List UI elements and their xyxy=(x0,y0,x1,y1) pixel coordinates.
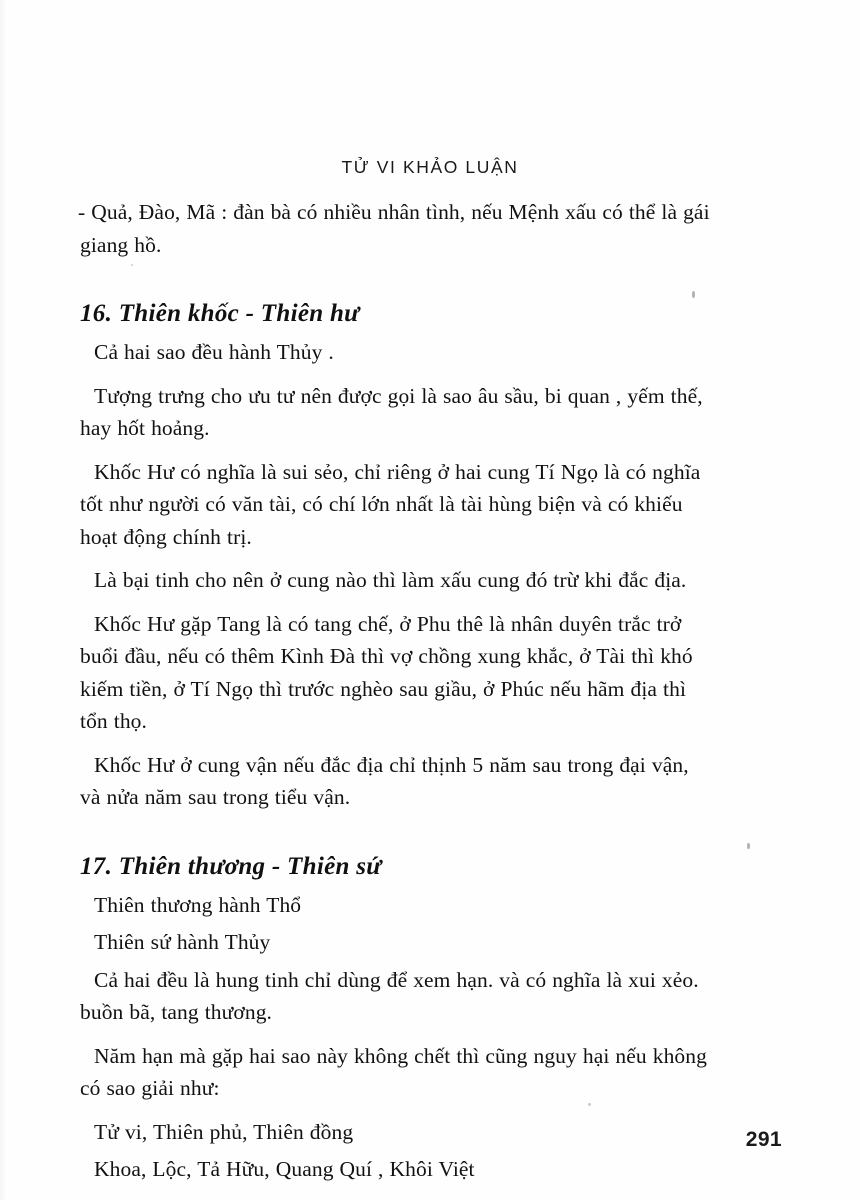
paragraph: Khoa, Lộc, Tả Hữu, Quang Quí , Khôi Việt xyxy=(94,1157,475,1181)
paragraph: Tượng trưng cho ưu tư nên được gọi là sao âu sầu, bi quan , yếm thế, hay hốt hoảng. xyxy=(80,383,703,440)
paragraph: Năm hạn mà gặp hai sao này không chết thì cũng nguy hại nếu không có sao giải như: xyxy=(80,1043,707,1100)
scan-speck xyxy=(692,291,695,298)
spacer xyxy=(80,814,712,850)
spacer xyxy=(80,369,712,380)
spacer xyxy=(80,261,712,297)
section-heading-17: 17. Thiên thương - Thiên sứ xyxy=(80,852,382,880)
page-edge-shading xyxy=(0,0,7,1200)
spacer xyxy=(80,1105,712,1116)
running-head: TỬ VI KHẢO LUẬN xyxy=(341,157,519,177)
scan-speck xyxy=(747,843,750,849)
paragraph: Khốc Hư gặp Tang là có tang chế, ở Phu thê là nhân duyên trắc trở buổi đầu, nếu có thêm Kình Đà thì vợ chồng xung khắc, ở Tài thì khó kiếm tiền, ở Tí Ngọ thì trước nghèo sau giầu, ở Phúc nếu hãm địa thì tổn thọ. xyxy=(80,611,693,733)
opening-paragraph: - Quả, Đào, Mã : đàn bà có nhiều nhân tình, nếu Mệnh xấu có thể là gái giang hồ. xyxy=(78,200,710,257)
paragraph: Khốc Hư ở cung vận nếu đắc địa chỉ thịnh 5 năm sau trong đại vận, và nửa năm sau trong tiểu vận. xyxy=(80,752,689,809)
paragraph: Khốc Hư có nghĩa là sui sẻo, chỉ riêng ở hai cung Tí Ngọ là có nghĩa tốt như người có văn tài, có chí lớn nhất là tài hùng biện và có khiếu hoạt động chính trị. xyxy=(80,459,701,549)
spacer xyxy=(80,445,712,456)
text-column xyxy=(80,196,712,1186)
paragraph: Thiên thương hành Thổ xyxy=(94,892,302,917)
page-number: 291 xyxy=(745,1128,782,1151)
spacer xyxy=(80,553,712,564)
scan-speck xyxy=(131,264,133,266)
scan-speck xyxy=(588,1103,591,1106)
spacer xyxy=(80,1029,712,1040)
section-heading-16: 16. Thiên khốc - Thiên hư xyxy=(80,300,360,327)
paragraph: Thiên sứ hành Thủy xyxy=(94,930,271,954)
spacer xyxy=(80,597,712,608)
spacer xyxy=(80,738,712,749)
paragraph: Tử vi, Thiên phủ, Thiên đồng xyxy=(94,1119,354,1144)
paragraph: Cả hai đều là hung tinh chỉ dùng để xem hạn. và có nghĩa là xui xẻo. buồn bã, tang thương. xyxy=(80,967,699,1024)
paragraph: Cả hai sao đều hành Thủy . xyxy=(94,340,334,364)
paragraph: Là bại tinh cho nên ở cung nào thì làm xấu cung đó trừ khi đắc địa. xyxy=(94,568,687,592)
